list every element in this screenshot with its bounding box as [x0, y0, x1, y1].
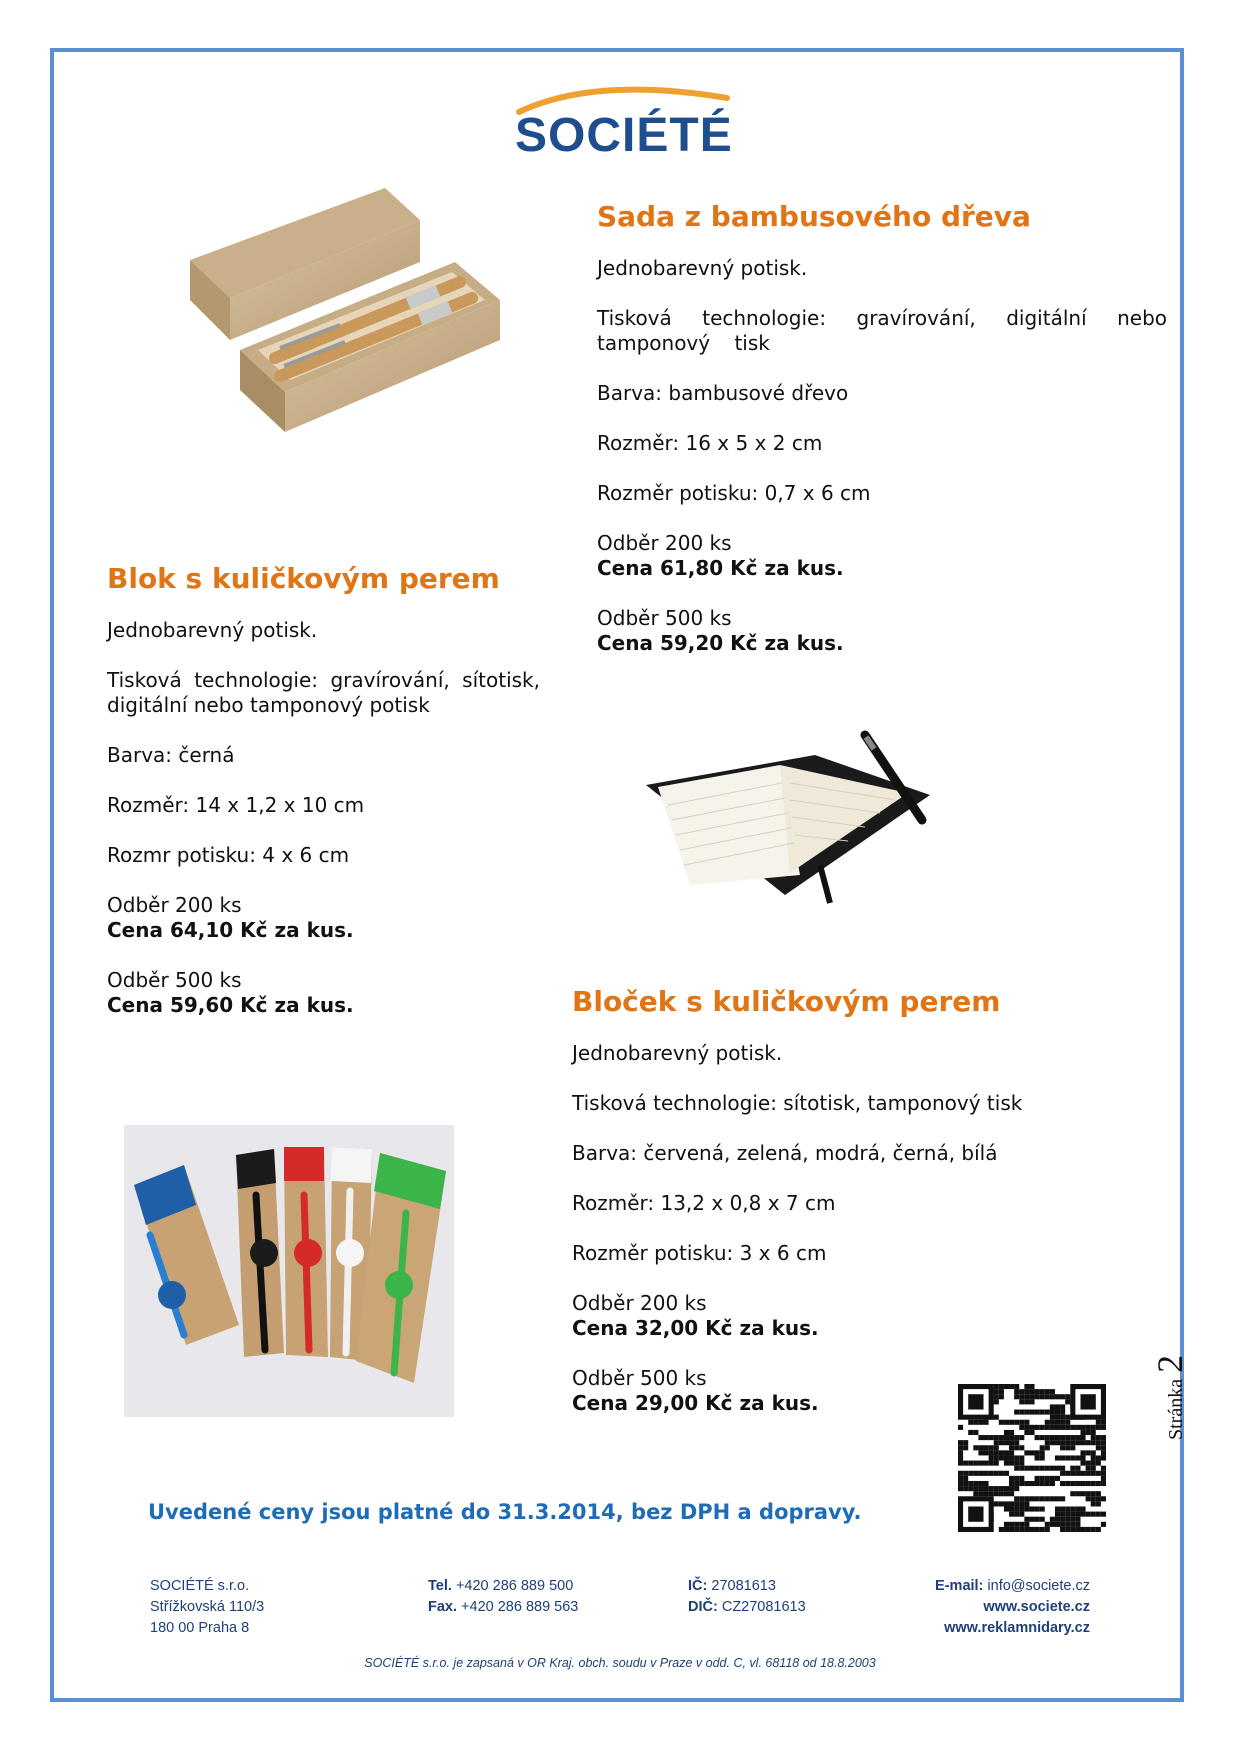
print-technology: Tisková technologie: gravírování, sítotisk, digitální nebo tamponový potisk	[107, 668, 540, 717]
footer-contact	[900, 1576, 1090, 1639]
product-title: Sada z bambusového dřeva	[597, 200, 1031, 233]
print-type: Jednobarevný potisk.	[107, 618, 318, 642]
size-spec: Rozměr: 14 x 1,2 x 10 cm	[107, 793, 365, 817]
price-label: Cena 64,10 Kč za kus.	[107, 918, 354, 942]
city: 180 00 Praha 8	[150, 1620, 250, 1636]
colorful-notepads-image	[124, 1125, 454, 1417]
color-spec: Barva: černá	[107, 743, 235, 767]
price-tier-500	[107, 968, 540, 1018]
print-technology: Tisková technologie: gravírování, digitální nebo tamponový tisk	[597, 306, 1167, 355]
size-spec: Rozměr: 13,2 x 0,8 x 7 cm	[572, 1191, 836, 1215]
street: Střížkovská 110/3	[150, 1599, 265, 1615]
qr-code-icon	[958, 1384, 1106, 1532]
societe-logo	[515, 82, 733, 162]
color-spec: Barva: červená, zelená, modrá, černá, bílá	[572, 1141, 998, 1165]
price-tier-200	[597, 531, 1167, 581]
page-label: Stránka	[1165, 1378, 1187, 1440]
product-small-notepad	[572, 985, 1132, 1441]
email-label: E-mail:	[935, 1578, 984, 1594]
footer-address	[150, 1576, 264, 1639]
print-size-spec: Rozměr potisku: 0,7 x 6 cm	[597, 481, 871, 505]
tel-value: +420 286 889 500	[455, 1578, 574, 1594]
ic-label: IČ:	[688, 1578, 708, 1594]
footer-phone	[428, 1576, 578, 1618]
print-size-spec: Rozměr potisku: 3 x 6 cm	[572, 1241, 827, 1265]
dic-label: DIČ:	[688, 1599, 718, 1615]
dic-value: CZ27081613	[721, 1599, 806, 1615]
price-label: Cena 61,80 Kč za kus.	[597, 556, 844, 580]
print-technology: Tisková technologie: sítotisk, tamponový tisk	[572, 1091, 1023, 1115]
ic-value: 27081613	[711, 1578, 776, 1594]
quantity-label: Odběr 500 ks	[572, 1366, 707, 1390]
bamboo-pen-set-image	[180, 180, 520, 440]
web-link[interactable]: www.societe.cz	[983, 1599, 1090, 1615]
color-spec: Barva: bambusové dřevo	[597, 381, 849, 405]
web-link-2[interactable]: www.reklamnidary.cz	[944, 1620, 1090, 1636]
print-size-spec: Rozmr potisku: 4 x 6 cm	[107, 843, 350, 867]
page-number-value: 2	[1150, 1354, 1190, 1373]
price-label: Cena 59,60 Kč za kus.	[107, 993, 354, 1017]
fax-label: Fax.	[428, 1599, 458, 1615]
price-tier-200	[107, 893, 540, 943]
price-label: Cena 29,00 Kč za kus.	[572, 1391, 819, 1415]
quantity-label: Odběr 200 ks	[597, 531, 732, 555]
price-tier-200	[572, 1291, 1132, 1341]
quantity-label: Odběr 500 ks	[107, 968, 242, 992]
product-bamboo-set	[597, 200, 1167, 681]
price-label: Cena 32,00 Kč za kus.	[572, 1316, 819, 1340]
footer-ids	[688, 1576, 806, 1618]
price-tier-500	[597, 606, 1167, 656]
email-link[interactable]: info@societe.cz	[987, 1578, 1090, 1594]
size-spec: Rozměr: 16 x 5 x 2 cm	[597, 431, 823, 455]
price-label: Cena 59,20 Kč za kus.	[597, 631, 844, 655]
logo-text: SOCIÉTÉ	[515, 109, 733, 162]
product-title: Bloček s kuličkovým perem	[572, 985, 1001, 1018]
price-validity-note: Uvedené ceny jsou platné do 31.3.2014, bez DPH a dopravy.	[148, 1500, 862, 1524]
tel-label: Tel.	[428, 1578, 452, 1594]
registration-note: SOCIÉTÉ s.r.o. je zapsaná v OR Kraj. obch. soudu v Praze v odd. C, vl. 68118 od 18.8.2003	[364, 1656, 876, 1670]
open-notebook-image	[640, 725, 940, 905]
print-type: Jednobarevný potisk.	[572, 1041, 783, 1065]
company-name: SOCIÉTÉ s.r.o.	[150, 1578, 250, 1594]
quantity-label: Odběr 200 ks	[572, 1291, 707, 1315]
product-notebook-pen	[107, 562, 540, 1043]
print-type: Jednobarevný potisk.	[597, 256, 808, 280]
fax-value: +420 286 889 563	[461, 1599, 579, 1615]
quantity-label: Odběr 200 ks	[107, 893, 242, 917]
page-number	[1148, 1320, 1188, 1440]
product-title: Blok s kuličkovým perem	[107, 562, 500, 595]
quantity-label: Odběr 500 ks	[597, 606, 732, 630]
